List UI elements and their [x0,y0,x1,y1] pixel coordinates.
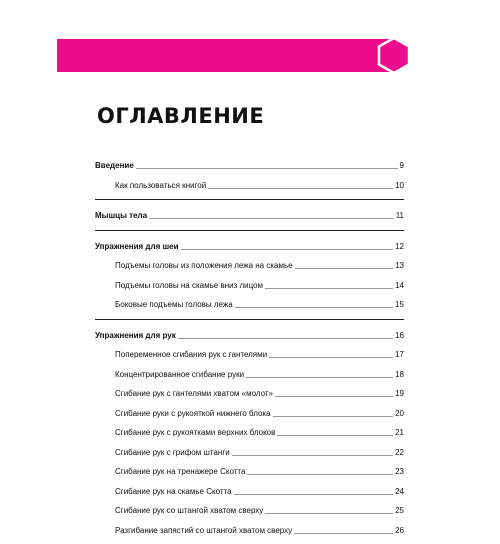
toc-entry-page-number: 20 [395,408,404,418]
toc-entry-page-number: 18 [395,369,404,379]
toc-entry-label: Сгибание рук со штангой хватом сверху [115,506,264,515]
toc-section-entry[interactable] [95,330,404,341]
toc-entry-label: Сгибание рук с рукоятками верхних блоков [115,428,276,437]
toc-entry-label: Упражнения для шеи [95,241,179,251]
toc-entry-label: Концентрированное сгибание руки [115,369,245,379]
dot-leader [273,416,394,417]
dot-leader [295,268,394,269]
toc-entry-page-number: 17 [395,350,404,359]
dot-leader [294,533,393,534]
toc-entry[interactable] [95,388,404,399]
toc-section-entry[interactable] [95,241,404,252]
toc-section-entry[interactable] [95,210,404,221]
toc-entry[interactable] [95,260,404,271]
toc-entry[interactable] [95,525,404,536]
toc-entry[interactable] [95,180,404,191]
dot-leader [235,307,393,308]
dot-leader [208,188,393,189]
table-of-contents [95,160,404,544]
dot-leader [247,474,393,475]
toc-entry[interactable] [95,505,404,516]
toc-entry-page-number: 24 [395,486,404,496]
dot-leader [265,513,393,514]
toc-entry-page-number: 26 [395,525,404,535]
dot-leader [246,377,393,378]
toc-entry-label: Сгибание рук на скамье Скотта [115,486,232,496]
toc-entry-label: Сгибание руки с рукояткой нижнего блока [115,408,271,418]
toc-entry[interactable] [95,369,404,380]
toc-entry-label: Попеременное сгибания рук с гантелями [115,350,268,359]
toc-entry[interactable] [95,299,404,310]
toc-entry-page-number: 16 [395,330,404,340]
toc-entry-page-number: 13 [395,261,404,270]
toc-section-entry[interactable] [95,160,404,171]
toc-entry[interactable] [95,280,404,291]
dot-leader [232,455,393,456]
toc-entry-label: Разгибание запястий со штангой хватом сверху [115,525,293,535]
toc-entry[interactable] [95,466,404,477]
toc-entry[interactable] [95,447,404,458]
section-divider [95,319,404,320]
toc-entry-label: Сгибание рук с гантелями хватом «молот» [115,389,273,398]
page-title: ОГЛАВЛЕНИЕ [97,104,265,128]
dot-leader [265,288,393,289]
dot-leader [234,494,394,495]
toc-entry-label: Сгибание рук на тренажере Скотта [115,467,246,476]
dot-leader [269,357,393,358]
dot-leader [178,338,393,339]
toc-entry-page-number: 23 [395,467,404,476]
toc-entry[interactable] [95,349,404,360]
toc-entry-page-number: 9 [399,161,404,170]
toc-entry-page-number: 11 [395,211,404,220]
section-divider [95,199,404,200]
toc-entry-page-number: 22 [395,447,404,457]
dot-leader [149,218,394,219]
dot-leader [181,249,394,250]
toc-entry[interactable] [95,427,404,438]
toc-entry-page-number: 21 [395,428,404,437]
toc-entry-label: Введение [95,161,134,170]
toc-entry-label: Упражнения для рук [95,330,176,340]
toc-entry-label: Подъемы головы из положения лежа на скамье [115,261,293,270]
toc-entry-label: Сгибание рук с грифом штанги [115,447,230,457]
toc-entry-label: Мышцы тела [95,211,148,220]
toc-entry-label: Как пользоваться книгой [115,180,207,190]
toc-entry-label: Боковые подъемы головы лежа [115,300,233,309]
toc-entry-page-number: 15 [395,300,404,309]
toc-entry-page-number: 10 [395,180,404,190]
toc-entry-page-number: 25 [395,506,404,515]
dot-leader [136,168,398,169]
hexagon-icon [376,36,412,75]
toc-entry-page-number: 14 [395,280,404,290]
toc-entry-page-number: 19 [395,389,404,398]
section-divider [95,230,404,231]
toc-entry-page-number: 12 [395,241,404,251]
dot-leader [277,435,393,436]
toc-entry-label: Подъемы головы на скамье вниз лицом [115,280,264,290]
toc-entry[interactable] [95,408,404,419]
dot-leader [275,396,393,397]
toc-entry[interactable] [95,486,404,497]
header-accent-band [57,39,396,72]
